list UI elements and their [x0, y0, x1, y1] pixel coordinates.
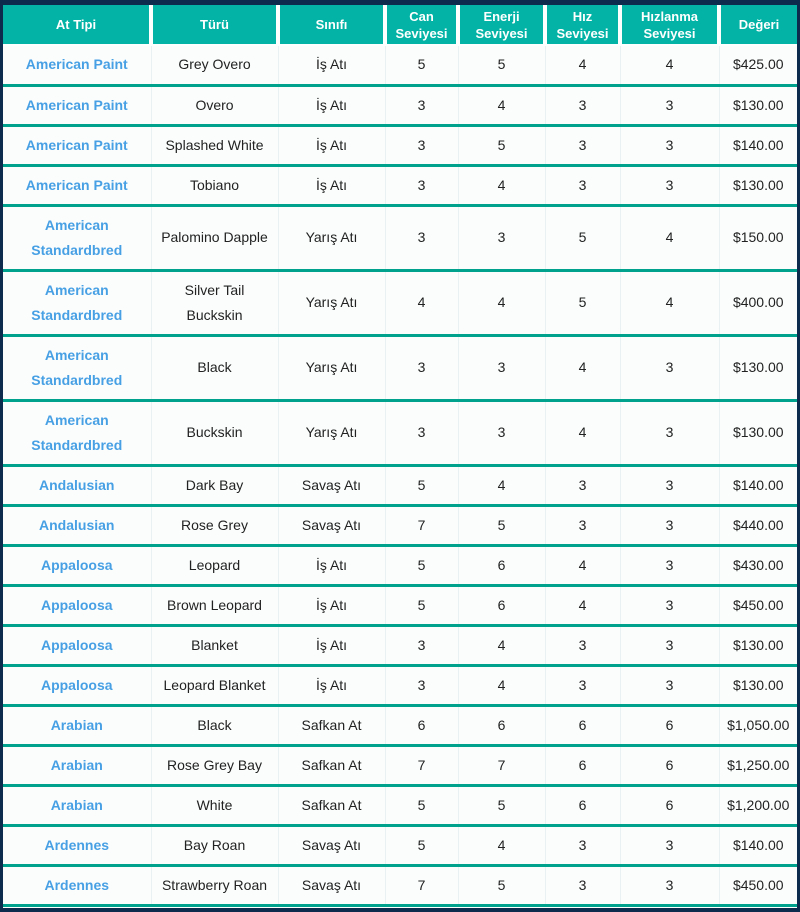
- column-header-class: Sınıfı: [278, 5, 385, 45]
- cell-acceleration-level: 3: [620, 585, 719, 625]
- cell-acceleration-level: 3: [620, 865, 719, 905]
- table-row: [3, 705, 797, 745]
- cell-breed: Bay Roan: [151, 825, 278, 865]
- cell-value: $140.00: [719, 465, 797, 505]
- horse-type-link[interactable]: Arabian: [3, 785, 151, 825]
- cell-value: $130.00: [719, 400, 797, 465]
- cell-breed: Black: [151, 705, 278, 745]
- cell-class: İş Atı: [278, 665, 385, 705]
- table-row: [3, 85, 797, 125]
- cell-energy-level: 6: [458, 545, 545, 585]
- cell-breed: Splashed White: [151, 125, 278, 165]
- cell-energy-level: 4: [458, 665, 545, 705]
- table-row: [3, 865, 797, 905]
- cell-energy-level: 6: [458, 705, 545, 745]
- cell-speed-level: 6: [545, 745, 620, 785]
- cell-class: İş Atı: [278, 585, 385, 625]
- cell-class: Savaş Atı: [278, 865, 385, 905]
- cell-health-level: 3: [385, 165, 458, 205]
- cell-energy-level: 5: [458, 125, 545, 165]
- cell-health-level: 3: [385, 125, 458, 165]
- horse-type-link[interactable]: Arabian: [3, 705, 151, 745]
- cell-value: $130.00: [719, 625, 797, 665]
- cell-health-level: 3: [385, 625, 458, 665]
- cell-speed-level: 3: [545, 865, 620, 905]
- cell-acceleration-level: 3: [620, 625, 719, 665]
- cell-acceleration-level: 6: [620, 705, 719, 745]
- cell-breed: Brown Leopard: [151, 585, 278, 625]
- cell-breed: Overo: [151, 85, 278, 125]
- cell-speed-level: 4: [545, 400, 620, 465]
- cell-speed-level: 3: [545, 505, 620, 545]
- cell-class: Safkan At: [278, 785, 385, 825]
- horse-type-link[interactable]: Appaloosa: [3, 665, 151, 705]
- cell-class: Safkan At: [278, 705, 385, 745]
- cell-energy-level: 5: [458, 45, 545, 85]
- table-row: [3, 270, 797, 335]
- cell-breed: Strawberry Roan: [151, 865, 278, 905]
- cell-breed: Blanket: [151, 625, 278, 665]
- cell-class: İş Atı: [278, 625, 385, 665]
- cell-value: $140.00: [719, 125, 797, 165]
- table-row: [3, 465, 797, 505]
- cell-acceleration-level: 3: [620, 85, 719, 125]
- column-header-acceleration-level: Hızlanma Seviyesi: [620, 5, 719, 45]
- cell-energy-level: 7: [458, 745, 545, 785]
- horse-type-link[interactable]: American Paint: [3, 125, 151, 165]
- cell-energy-level: 5: [458, 505, 545, 545]
- cell-speed-level: 4: [545, 335, 620, 400]
- horse-type-link[interactable]: Appaloosa: [3, 585, 151, 625]
- cell-health-level: 7: [385, 505, 458, 545]
- cell-speed-level: 5: [545, 205, 620, 270]
- table-row: [3, 335, 797, 400]
- cell-acceleration-level: 3: [620, 545, 719, 585]
- cell-acceleration-level: 6: [620, 785, 719, 825]
- cell-value: $130.00: [719, 85, 797, 125]
- cell-value: $130.00: [719, 165, 797, 205]
- cell-health-level: 5: [385, 545, 458, 585]
- table-row: [3, 505, 797, 545]
- column-header-value: Değeri: [719, 5, 797, 45]
- table-body: [3, 45, 797, 905]
- table-row: [3, 545, 797, 585]
- cell-class: İş Atı: [278, 85, 385, 125]
- cell-speed-level: 5: [545, 270, 620, 335]
- cell-energy-level: 4: [458, 825, 545, 865]
- table-row: [3, 745, 797, 785]
- cell-class: Yarış Atı: [278, 270, 385, 335]
- cell-class: İş Atı: [278, 165, 385, 205]
- cell-value: $450.00: [719, 585, 797, 625]
- cell-value: $140.00: [719, 825, 797, 865]
- cell-breed: Dark Bay: [151, 465, 278, 505]
- cell-value: $430.00: [719, 545, 797, 585]
- cell-value: $440.00: [719, 505, 797, 545]
- cell-acceleration-level: 4: [620, 205, 719, 270]
- cell-health-level: 7: [385, 745, 458, 785]
- horse-type-link[interactable]: American Standardbred: [3, 400, 151, 465]
- cell-class: İş Atı: [278, 125, 385, 165]
- cell-acceleration-level: 3: [620, 400, 719, 465]
- horse-type-link[interactable]: American Paint: [3, 85, 151, 125]
- cell-speed-level: 3: [545, 125, 620, 165]
- cell-speed-level: 3: [545, 465, 620, 505]
- cell-class: Yarış Atı: [278, 400, 385, 465]
- cell-acceleration-level: 3: [620, 665, 719, 705]
- cell-health-level: 5: [385, 45, 458, 85]
- table-row: [3, 45, 797, 85]
- horse-price-table: [3, 5, 797, 907]
- cell-speed-level: 4: [545, 45, 620, 85]
- table-row: [3, 785, 797, 825]
- cell-speed-level: 3: [545, 165, 620, 205]
- cell-class: İş Atı: [278, 45, 385, 85]
- cell-class: İş Atı: [278, 545, 385, 585]
- horse-type-link[interactable]: Appaloosa: [3, 625, 151, 665]
- cell-value: $130.00: [719, 665, 797, 705]
- cell-value: $1,050.00: [719, 705, 797, 745]
- header-row: [3, 5, 797, 45]
- cell-breed: Rose Grey: [151, 505, 278, 545]
- cell-breed: Leopard Blanket: [151, 665, 278, 705]
- table-row: [3, 165, 797, 205]
- cell-speed-level: 3: [545, 85, 620, 125]
- cell-energy-level: 3: [458, 335, 545, 400]
- cell-value: $425.00: [719, 45, 797, 85]
- cell-health-level: 5: [385, 785, 458, 825]
- cell-value: $1,250.00: [719, 745, 797, 785]
- cell-breed: Palomino Dapple: [151, 205, 278, 270]
- cell-class: Savaş Atı: [278, 465, 385, 505]
- cell-energy-level: 4: [458, 165, 545, 205]
- table-row: [3, 125, 797, 165]
- cell-health-level: 4: [385, 270, 458, 335]
- cell-health-level: 3: [385, 665, 458, 705]
- cell-acceleration-level: 3: [620, 165, 719, 205]
- cell-energy-level: 4: [458, 625, 545, 665]
- cell-acceleration-level: 3: [620, 335, 719, 400]
- table-row: [3, 585, 797, 625]
- horse-type-link[interactable]: American Standardbred: [3, 205, 151, 270]
- horse-type-link[interactable]: Andalusian: [3, 505, 151, 545]
- cell-health-level: 3: [385, 205, 458, 270]
- cell-value: $400.00: [719, 270, 797, 335]
- cell-health-level: 3: [385, 400, 458, 465]
- cell-health-level: 5: [385, 825, 458, 865]
- horse-type-link[interactable]: Appaloosa: [3, 545, 151, 585]
- cell-health-level: 3: [385, 335, 458, 400]
- cell-energy-level: 6: [458, 585, 545, 625]
- cell-energy-level: 3: [458, 205, 545, 270]
- cell-class: Savaş Atı: [278, 505, 385, 545]
- horse-type-link[interactable]: American Paint: [3, 45, 151, 85]
- cell-acceleration-level: 4: [620, 270, 719, 335]
- cell-breed: White: [151, 785, 278, 825]
- cell-acceleration-level: 4: [620, 45, 719, 85]
- cell-class: Savaş Atı: [278, 825, 385, 865]
- table-row: [3, 625, 797, 665]
- cell-breed: Grey Overo: [151, 45, 278, 85]
- cell-health-level: 7: [385, 865, 458, 905]
- horse-type-link[interactable]: Arabian: [3, 745, 151, 785]
- horse-type-link[interactable]: American Paint: [3, 165, 151, 205]
- cell-value: $1,200.00: [719, 785, 797, 825]
- table-row: [3, 205, 797, 270]
- cell-acceleration-level: 3: [620, 505, 719, 545]
- cell-energy-level: 4: [458, 270, 545, 335]
- cell-health-level: 6: [385, 705, 458, 745]
- cell-breed: Tobiano: [151, 165, 278, 205]
- table-header: [3, 5, 797, 45]
- cell-speed-level: 3: [545, 665, 620, 705]
- cell-acceleration-level: 3: [620, 465, 719, 505]
- horse-type-link[interactable]: Ardennes: [3, 825, 151, 865]
- cell-class: Safkan At: [278, 745, 385, 785]
- cell-speed-level: 4: [545, 545, 620, 585]
- cell-health-level: 3: [385, 85, 458, 125]
- column-header-breed: Türü: [151, 5, 278, 45]
- table-row: [3, 400, 797, 465]
- cell-acceleration-level: 3: [620, 825, 719, 865]
- cell-acceleration-level: 6: [620, 745, 719, 785]
- cell-speed-level: 3: [545, 825, 620, 865]
- cell-energy-level: 5: [458, 865, 545, 905]
- cell-breed: Leopard: [151, 545, 278, 585]
- column-header-horse-type: At Tipi: [3, 5, 151, 45]
- cell-speed-level: 6: [545, 705, 620, 745]
- cell-breed: Rose Grey Bay: [151, 745, 278, 785]
- cell-value: $130.00: [719, 335, 797, 400]
- cell-health-level: 5: [385, 465, 458, 505]
- cell-health-level: 5: [385, 585, 458, 625]
- horse-type-link[interactable]: Andalusian: [3, 465, 151, 505]
- cell-class: Yarış Atı: [278, 335, 385, 400]
- cell-value: $450.00: [719, 865, 797, 905]
- cell-energy-level: 3: [458, 400, 545, 465]
- cell-acceleration-level: 3: [620, 125, 719, 165]
- cell-energy-level: 5: [458, 785, 545, 825]
- table-row: [3, 825, 797, 865]
- horse-type-link[interactable]: Ardennes: [3, 865, 151, 905]
- cell-value: $150.00: [719, 205, 797, 270]
- cell-breed: Buckskin: [151, 400, 278, 465]
- table-row: [3, 665, 797, 705]
- column-header-health-level: Can Seviyesi: [385, 5, 458, 45]
- column-header-energy-level: Enerji Seviyesi: [458, 5, 545, 45]
- cell-breed: Black: [151, 335, 278, 400]
- cell-speed-level: 3: [545, 625, 620, 665]
- cell-speed-level: 6: [545, 785, 620, 825]
- horse-type-link[interactable]: American Standardbred: [3, 335, 151, 400]
- cell-class: Yarış Atı: [278, 205, 385, 270]
- cell-breed: Silver Tail Buckskin: [151, 270, 278, 335]
- horse-type-link[interactable]: American Standardbred: [3, 270, 151, 335]
- column-header-speed-level: Hız Seviyesi: [545, 5, 620, 45]
- cell-energy-level: 4: [458, 465, 545, 505]
- cell-speed-level: 4: [545, 585, 620, 625]
- cell-energy-level: 4: [458, 85, 545, 125]
